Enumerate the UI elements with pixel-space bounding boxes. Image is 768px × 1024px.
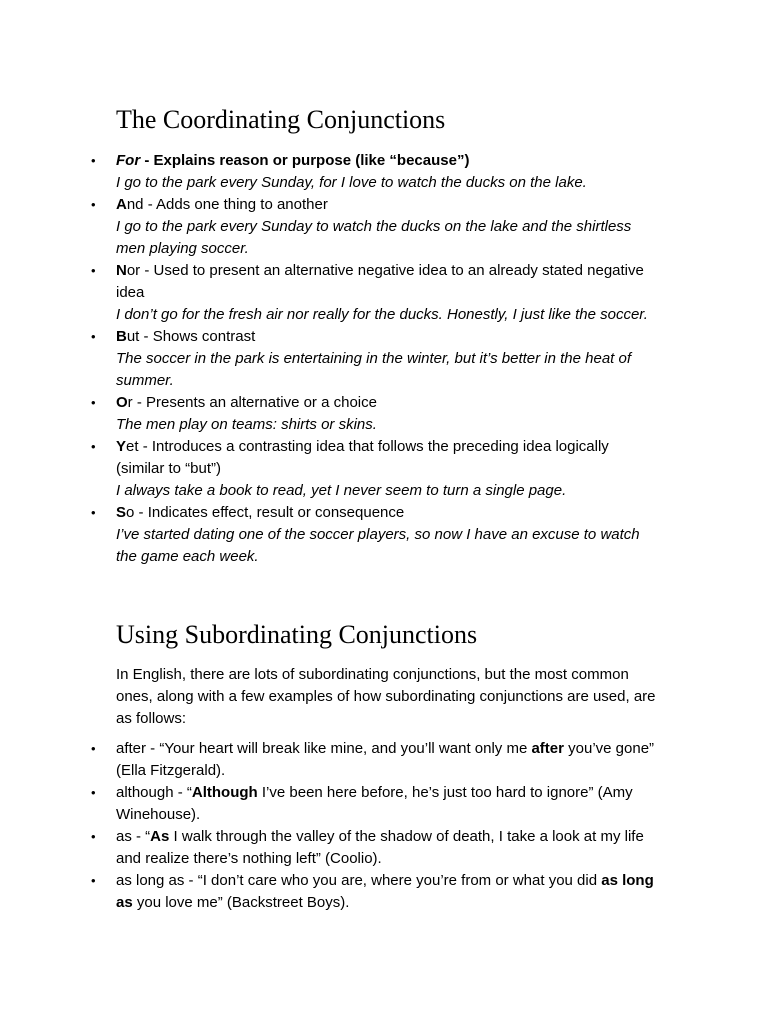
list-item-so (116, 502, 661, 568)
conjunction-definition: - Adds one thing to another (143, 196, 328, 213)
example-sentence: I go to the park every Sunday, for I love to watch the ducks on the lake. (116, 174, 587, 191)
conjunction-definition: - Indicates effect, result or consequence (134, 504, 405, 521)
conjunction-definition: - Shows contrast (139, 328, 256, 345)
conjunction-definition: - Introduces a contrasting idea that follows the preceding idea logically (similar to “but”) (116, 438, 609, 477)
conjunction-initial: A (116, 196, 127, 213)
list-item-or (116, 392, 661, 436)
highlighted-conjunction: As (150, 828, 170, 845)
list-item-and (116, 194, 661, 260)
conjunction-initial: B (116, 328, 127, 345)
coordinating-list (116, 150, 661, 568)
conjunction-initial: Y (116, 438, 127, 455)
subordinating-intro: In English, there are lots of subordinating conjunctions, but the most common ones, along with a few examples of how subordinating conjunctions are used, are as follows: (116, 666, 656, 727)
conjunction-definition: - Explains reason or purpose (like “because”) (140, 152, 470, 169)
definition-line (116, 150, 661, 172)
example-sentence: I go to the park every Sunday to watch the ducks on the lake and the shirtless men playing soccer. (116, 218, 632, 257)
highlighted-conjunction: Although (191, 784, 258, 801)
highlighted-conjunction: as long as (116, 872, 654, 911)
definition-line (116, 392, 661, 414)
list-item-nor (116, 260, 661, 326)
definition-line (116, 436, 661, 480)
definition-line (116, 326, 661, 348)
conjunction-initial: N (116, 262, 127, 279)
conjunction-initial: O (116, 394, 128, 411)
definition-line (116, 260, 661, 304)
coordinating-heading: The Coordinating Conjunctions (116, 105, 446, 134)
conjunction-rest: or (126, 262, 141, 279)
conjunction-rest: o (126, 504, 135, 521)
conjunction-rest: nd (126, 196, 144, 213)
definition-line (116, 194, 661, 216)
conjunction-rest: r (127, 394, 133, 411)
example-sentence: I don’t go for the fresh air nor really for the ducks. Honestly, I just like the soccer. (116, 306, 648, 323)
list-item-yet (116, 436, 661, 502)
example-sentence: I’ve started dating one of the soccer players, so now I have an excuse to watch the game each week. (116, 526, 640, 565)
conjunction-definition: - Presents an alternative or a choice (132, 394, 377, 411)
list-item-as: • as - “As I walk through the valley of the shadow of death, I take a look at my life and realize there’s nothing left” (Coolio). (116, 826, 661, 870)
highlighted-conjunction: after (531, 740, 564, 757)
list-item-after: • after - “Your heart will break like mine, and you’ll want only me after you’ve gone” (Ella Fitzgerald). (116, 738, 661, 782)
conjunction-rest: ut (126, 328, 140, 345)
conjunction-rest: et (126, 438, 139, 455)
list-item-for (116, 150, 661, 194)
subordinating-heading: Using Subordinating Conjunctions (116, 620, 478, 649)
list-item-but (116, 326, 661, 392)
conjunction-initial: S (116, 504, 127, 521)
conjunction-word: For (116, 152, 141, 169)
list-item-as-long-as: • as long as - “I don’t care who you are, where you’re from or what you did as long as you love me” (Backstreet Boys). (116, 870, 661, 914)
list-item-although: • although - “Although I’ve been here before, he’s just too hard to ignore” (Amy Winehouse). (116, 782, 661, 826)
example-sentence: The soccer in the park is entertaining in the winter, but it’s better in the heat of summer. (116, 350, 632, 389)
example-sentence: The men play on teams: shirts or skins. (116, 416, 377, 433)
conjunction-definition: - Used to present an alternative negative idea to an already stated negative idea (116, 262, 644, 301)
definition-line (116, 502, 661, 524)
example-sentence: I always take a book to read, yet I never seem to turn a single page. (116, 482, 567, 499)
subordinating-list (116, 738, 661, 914)
